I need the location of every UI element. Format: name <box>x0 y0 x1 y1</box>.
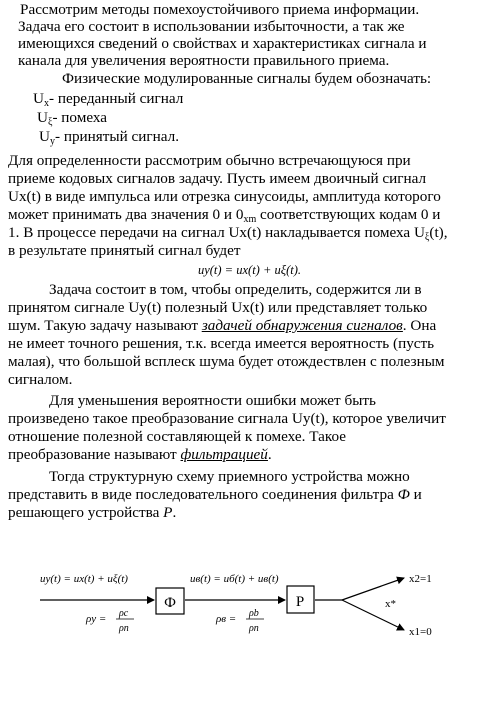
subscript: xm <box>243 214 257 225</box>
p4-line-2 <box>8 486 422 503</box>
p3-line-1: Для уменьшения вероятности ошибки может быть <box>49 392 376 409</box>
decision-block-label: Р <box>295 594 305 610</box>
p2-line-2: принятом сигнале Uy(t) полезный Ux(t) или представляет только <box>8 299 428 316</box>
p3-line-3: отношение полезной составляющей к помехе. Такое <box>8 428 346 445</box>
output-top-label: x2=1 <box>409 573 432 585</box>
input-ratio-lhs: ρy = <box>86 613 107 625</box>
signal-symbol: U <box>37 109 48 126</box>
term-filtering: фильтрацией <box>180 446 268 463</box>
input-ratio-denominator: ρп <box>119 623 129 634</box>
signal-symbol: U <box>33 90 44 107</box>
text-run: решающего устройства <box>8 504 164 521</box>
signal-subscript: y <box>49 136 55 147</box>
p1-line-6: в результате принятый сигнал будет <box>8 242 241 259</box>
p2-line-3 <box>8 317 436 334</box>
p2-line-6: сигналом. <box>8 371 73 388</box>
text-run: . <box>267 446 272 463</box>
p3-line-2: произведено такое преобразование сигнала Uy(t), которое увеличит <box>8 410 446 427</box>
signal-description: - принятый сигнал. <box>54 128 180 145</box>
p2-line-1: Задача состоит в том, чтобы определить, содержится ли в <box>49 281 422 298</box>
output-decision-label: x* <box>385 598 396 610</box>
p2-line-4: не имеет точного решения, т.к. всегда имеется вероятность (пусть <box>8 335 435 352</box>
signal-received <box>39 128 179 150</box>
text-run: представить в виде последовательного соединения фильтра <box>8 486 398 503</box>
p4-line-1: Тогда структурную схему приемного устройства можно <box>49 468 410 485</box>
term-signal-detection: задачей обнаружения сигналов <box>201 317 403 334</box>
p1-line-3: Ux(t) в виде импульса или отрезка синусоиды, амплитуда которого <box>8 188 441 205</box>
signal-subscript: x <box>43 98 49 109</box>
text-run: . Она <box>402 317 437 334</box>
filtered-ratio-numerator: ρb <box>249 608 259 619</box>
signal-description: - помеха <box>52 109 108 126</box>
text-run: 1. В процессе передачи на сигнал Ux(t) накладывается помеха U <box>8 224 425 241</box>
filter-block-label: Ф <box>164 595 176 611</box>
symbol-filter: Ф <box>397 486 410 503</box>
text-run: соответствующих кодам 0 и <box>256 206 441 223</box>
subscript: ξ <box>424 232 430 243</box>
p2-line-5: малая), что большой всплеск шума будет отождествлен с полезным <box>8 353 445 370</box>
intro-line-3: имеющихся сведений о свойствах и характеристиках сигнала и <box>18 35 427 52</box>
input-equation: uy(t) = ux(t) + uξ(t) <box>40 573 128 585</box>
p1-line-2: приеме кодовых сигналов задачу. Пусть имеем двоичный сигнал <box>8 170 427 187</box>
input-ratio-numerator: ρc <box>119 608 129 619</box>
symbol-decision: Р <box>163 504 173 521</box>
p4-line-3 <box>8 504 176 521</box>
signal-symbol: U <box>39 128 50 145</box>
text-run: шум. Такую задачу называют <box>8 317 202 334</box>
output-arrow-top <box>342 578 404 600</box>
filtered-ratio-lhs: ρв = <box>216 613 237 625</box>
intro-line-4: канала для увеличения вероятности правильного приема. <box>18 52 390 69</box>
output-bottom-label: x1=0 <box>409 626 432 638</box>
text-run: может принимать два значения 0 и 0 <box>8 206 244 223</box>
p1-line-1: Для определенности рассмотрим обычно встречающуюся при <box>8 152 411 169</box>
filtered-ratio-denominator: ρп <box>249 623 259 634</box>
text-run: (t), <box>429 224 448 241</box>
intro-line-1: Рассмотрим методы помехоустойчивого приема информации. <box>20 1 420 18</box>
received-signal-equation: uy(t) = ux(t) + uξ(t). <box>197 263 302 277</box>
text-run: и <box>409 486 422 503</box>
signal-description: - переданный сигнал <box>48 90 184 107</box>
intro-line-5: Физические модулированные сигналы будем обозначать: <box>62 70 432 87</box>
receiver-block-diagram <box>0 560 499 700</box>
text-run: преобразование называют <box>8 446 181 463</box>
text-run: . <box>172 504 177 521</box>
intro-line-2: Задача его состоит в использовании избыточности, а так же <box>18 18 405 35</box>
p3-line-4 <box>8 446 272 463</box>
filtered-equation: uв(t) = uб(t) + uв(t) <box>190 573 279 585</box>
signal-subscript: ξ <box>47 117 53 128</box>
